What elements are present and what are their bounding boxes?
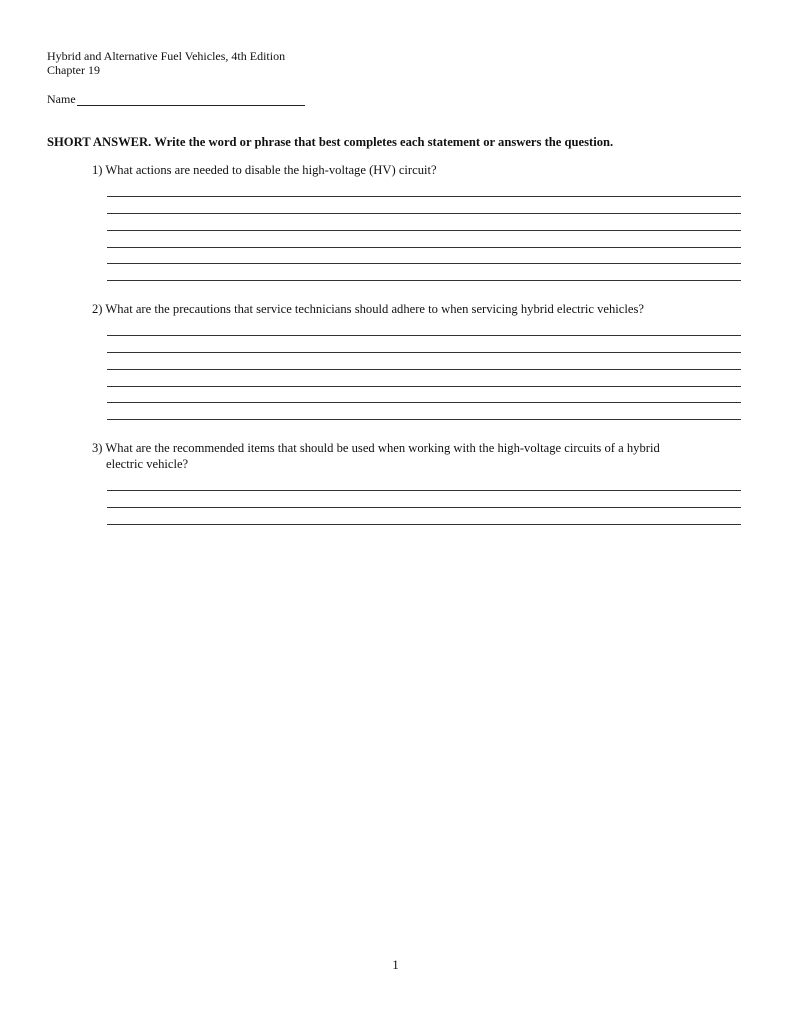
answer-line[interactable] xyxy=(107,352,741,353)
answer-line[interactable] xyxy=(107,386,741,387)
question-text-continued: electric vehicle? xyxy=(106,457,189,471)
chapter-label: Chapter 19 xyxy=(47,63,100,77)
question-number: 1) xyxy=(92,163,103,177)
question-2 xyxy=(92,301,744,317)
page-number: 1 xyxy=(392,957,399,972)
book-title: Hybrid and Alternative Fuel Vehicles, 4th Edition xyxy=(47,49,286,63)
question-text: What are the precautions that service technicians should adhere to when servicing hybrid electric vehicles? xyxy=(105,302,644,316)
answer-line[interactable] xyxy=(107,402,741,403)
question-number: 3) xyxy=(92,441,103,455)
answer-line[interactable] xyxy=(107,213,741,214)
question-1 xyxy=(92,162,744,178)
section-instructions: SHORT ANSWER. Write the word or phrase that best completes each statement or answers the question. xyxy=(47,135,614,149)
question-text: What are the recommended items that should be used when working with the high-voltage circuits of a hybrid xyxy=(105,441,660,455)
answer-line[interactable] xyxy=(107,369,741,370)
name-field xyxy=(47,92,305,106)
question-3 xyxy=(92,440,744,472)
answer-line[interactable] xyxy=(107,263,741,264)
answer-line[interactable] xyxy=(107,335,741,336)
answer-line[interactable] xyxy=(107,507,741,508)
answer-line[interactable] xyxy=(107,196,741,197)
name-label: Name xyxy=(47,92,76,106)
answer-line[interactable] xyxy=(107,280,741,281)
answer-line[interactable] xyxy=(107,247,741,248)
answer-line[interactable] xyxy=(107,230,741,231)
answer-line[interactable] xyxy=(107,419,741,420)
answer-line[interactable] xyxy=(107,524,741,525)
question-number: 2) xyxy=(92,302,103,316)
name-input-line[interactable] xyxy=(77,93,305,106)
answer-line[interactable] xyxy=(107,490,741,491)
question-text: What actions are needed to disable the high-voltage (HV) circuit? xyxy=(105,163,437,177)
